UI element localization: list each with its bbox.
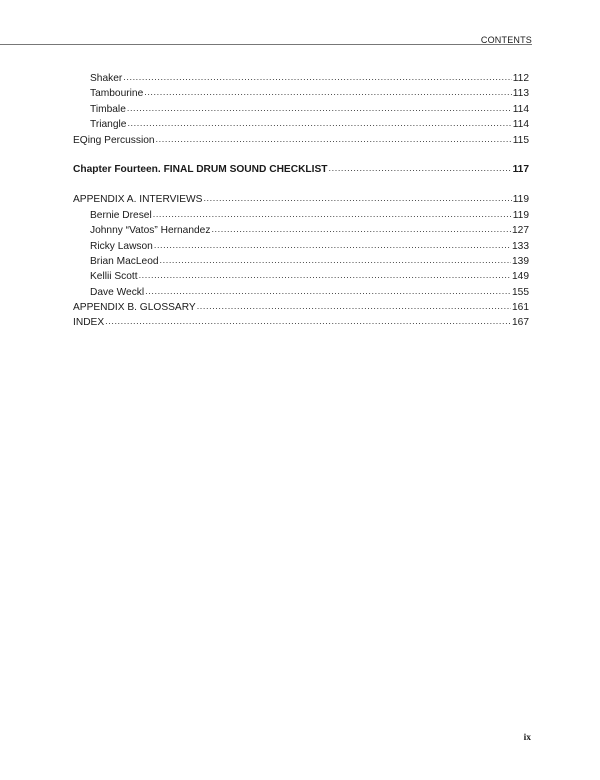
toc-entry-page: 155: [512, 286, 529, 298]
running-header: CONTENTS: [480, 35, 532, 45]
toc-entry-page: 112: [512, 73, 529, 84]
toc-entry-label: INDEX: [73, 317, 105, 329]
dot-leader: [329, 161, 512, 176]
toc-entry-chapter-fourteen[interactable]: [73, 162, 529, 177]
toc-entry-label: APPENDIX A. INTERVIEWS: [73, 194, 203, 206]
toc-entry-page: 149: [512, 271, 529, 283]
toc-entry-ricky-lawson[interactable]: [73, 239, 529, 254]
toc-entry-brian-macleod[interactable]: [73, 254, 529, 269]
toc-entry-label: Dave Weckl: [90, 286, 145, 298]
page-number: ix: [523, 733, 531, 743]
toc-entry-label: Bernie Dresel: [90, 209, 152, 221]
toc-entry-johnny-hernandez[interactable]: [73, 223, 529, 238]
toc-entry-appendix-b[interactable]: [73, 300, 529, 315]
dot-leader: [139, 268, 511, 283]
dot-leader: [127, 101, 512, 116]
toc-entry-triangle[interactable]: [73, 117, 529, 132]
toc-entry-page: 167: [512, 317, 529, 329]
dot-leader: [145, 284, 511, 299]
dot-leader: [123, 70, 511, 85]
toc-entry-eqing-percussion[interactable]: [73, 133, 529, 148]
toc-entry-index[interactable]: [73, 315, 529, 330]
toc-entry-page: 114: [512, 103, 529, 115]
dot-leader: [105, 314, 511, 329]
table-of-contents: [73, 71, 529, 331]
dot-leader: [197, 299, 511, 314]
toc-entry-label: APPENDIX B. GLOSSARY: [73, 302, 196, 314]
toc-entry-label: Shaker: [90, 73, 123, 84]
dot-leader: [154, 238, 511, 253]
toc-entry-bernie-dresel[interactable]: [73, 208, 529, 223]
dot-leader: [160, 253, 511, 268]
toc-entry-label: Timbale: [90, 103, 126, 115]
toc-entry-kellii-scott[interactable]: [73, 269, 529, 284]
toc-entry-label: Triangle: [90, 119, 127, 131]
dot-leader: [156, 132, 512, 147]
toc-entry-appendix-a[interactable]: [73, 192, 529, 207]
toc-entry-page: 113: [512, 88, 529, 100]
section-gap: [73, 148, 529, 163]
toc-entry-page: 114: [512, 119, 529, 131]
toc-entry-shaker[interactable]: [73, 71, 529, 86]
dot-leader: [144, 85, 512, 100]
toc-entry-page: 119: [512, 209, 529, 221]
toc-entry-label: Brian MacLeod: [90, 255, 159, 267]
toc-entry-label: Johnny “Vatos” Hernandez: [90, 225, 211, 237]
toc-entry-label: Ricky Lawson: [90, 240, 153, 252]
toc-entry-page: 117: [512, 164, 529, 176]
toc-entry-timbale[interactable]: [73, 102, 529, 117]
toc-entry-page: 115: [512, 134, 529, 146]
toc-entry-page: 127: [512, 225, 529, 237]
toc-entry-page: 161: [512, 302, 529, 314]
section-gap: [73, 178, 529, 193]
toc-entry-tambourine[interactable]: [73, 86, 529, 101]
dot-leader: [127, 116, 511, 131]
toc-entry-page: 133: [512, 240, 529, 252]
dot-leader: [153, 207, 512, 222]
toc-entry-dave-weckl[interactable]: [73, 285, 529, 300]
toc-entry-label: Chapter Fourteen. FINAL DRUM SOUND CHECKLIST: [73, 164, 328, 176]
toc-entry-label: Tambourine: [90, 88, 144, 100]
header-rule: [0, 44, 532, 45]
toc-entry-page: 139: [512, 255, 529, 267]
dot-leader: [203, 191, 511, 206]
toc-entry-page: 119: [512, 194, 529, 206]
dot-leader: [211, 222, 511, 237]
toc-entry-label: Kellii Scott: [90, 271, 138, 283]
toc-entry-label: EQing Percussion: [73, 134, 155, 146]
